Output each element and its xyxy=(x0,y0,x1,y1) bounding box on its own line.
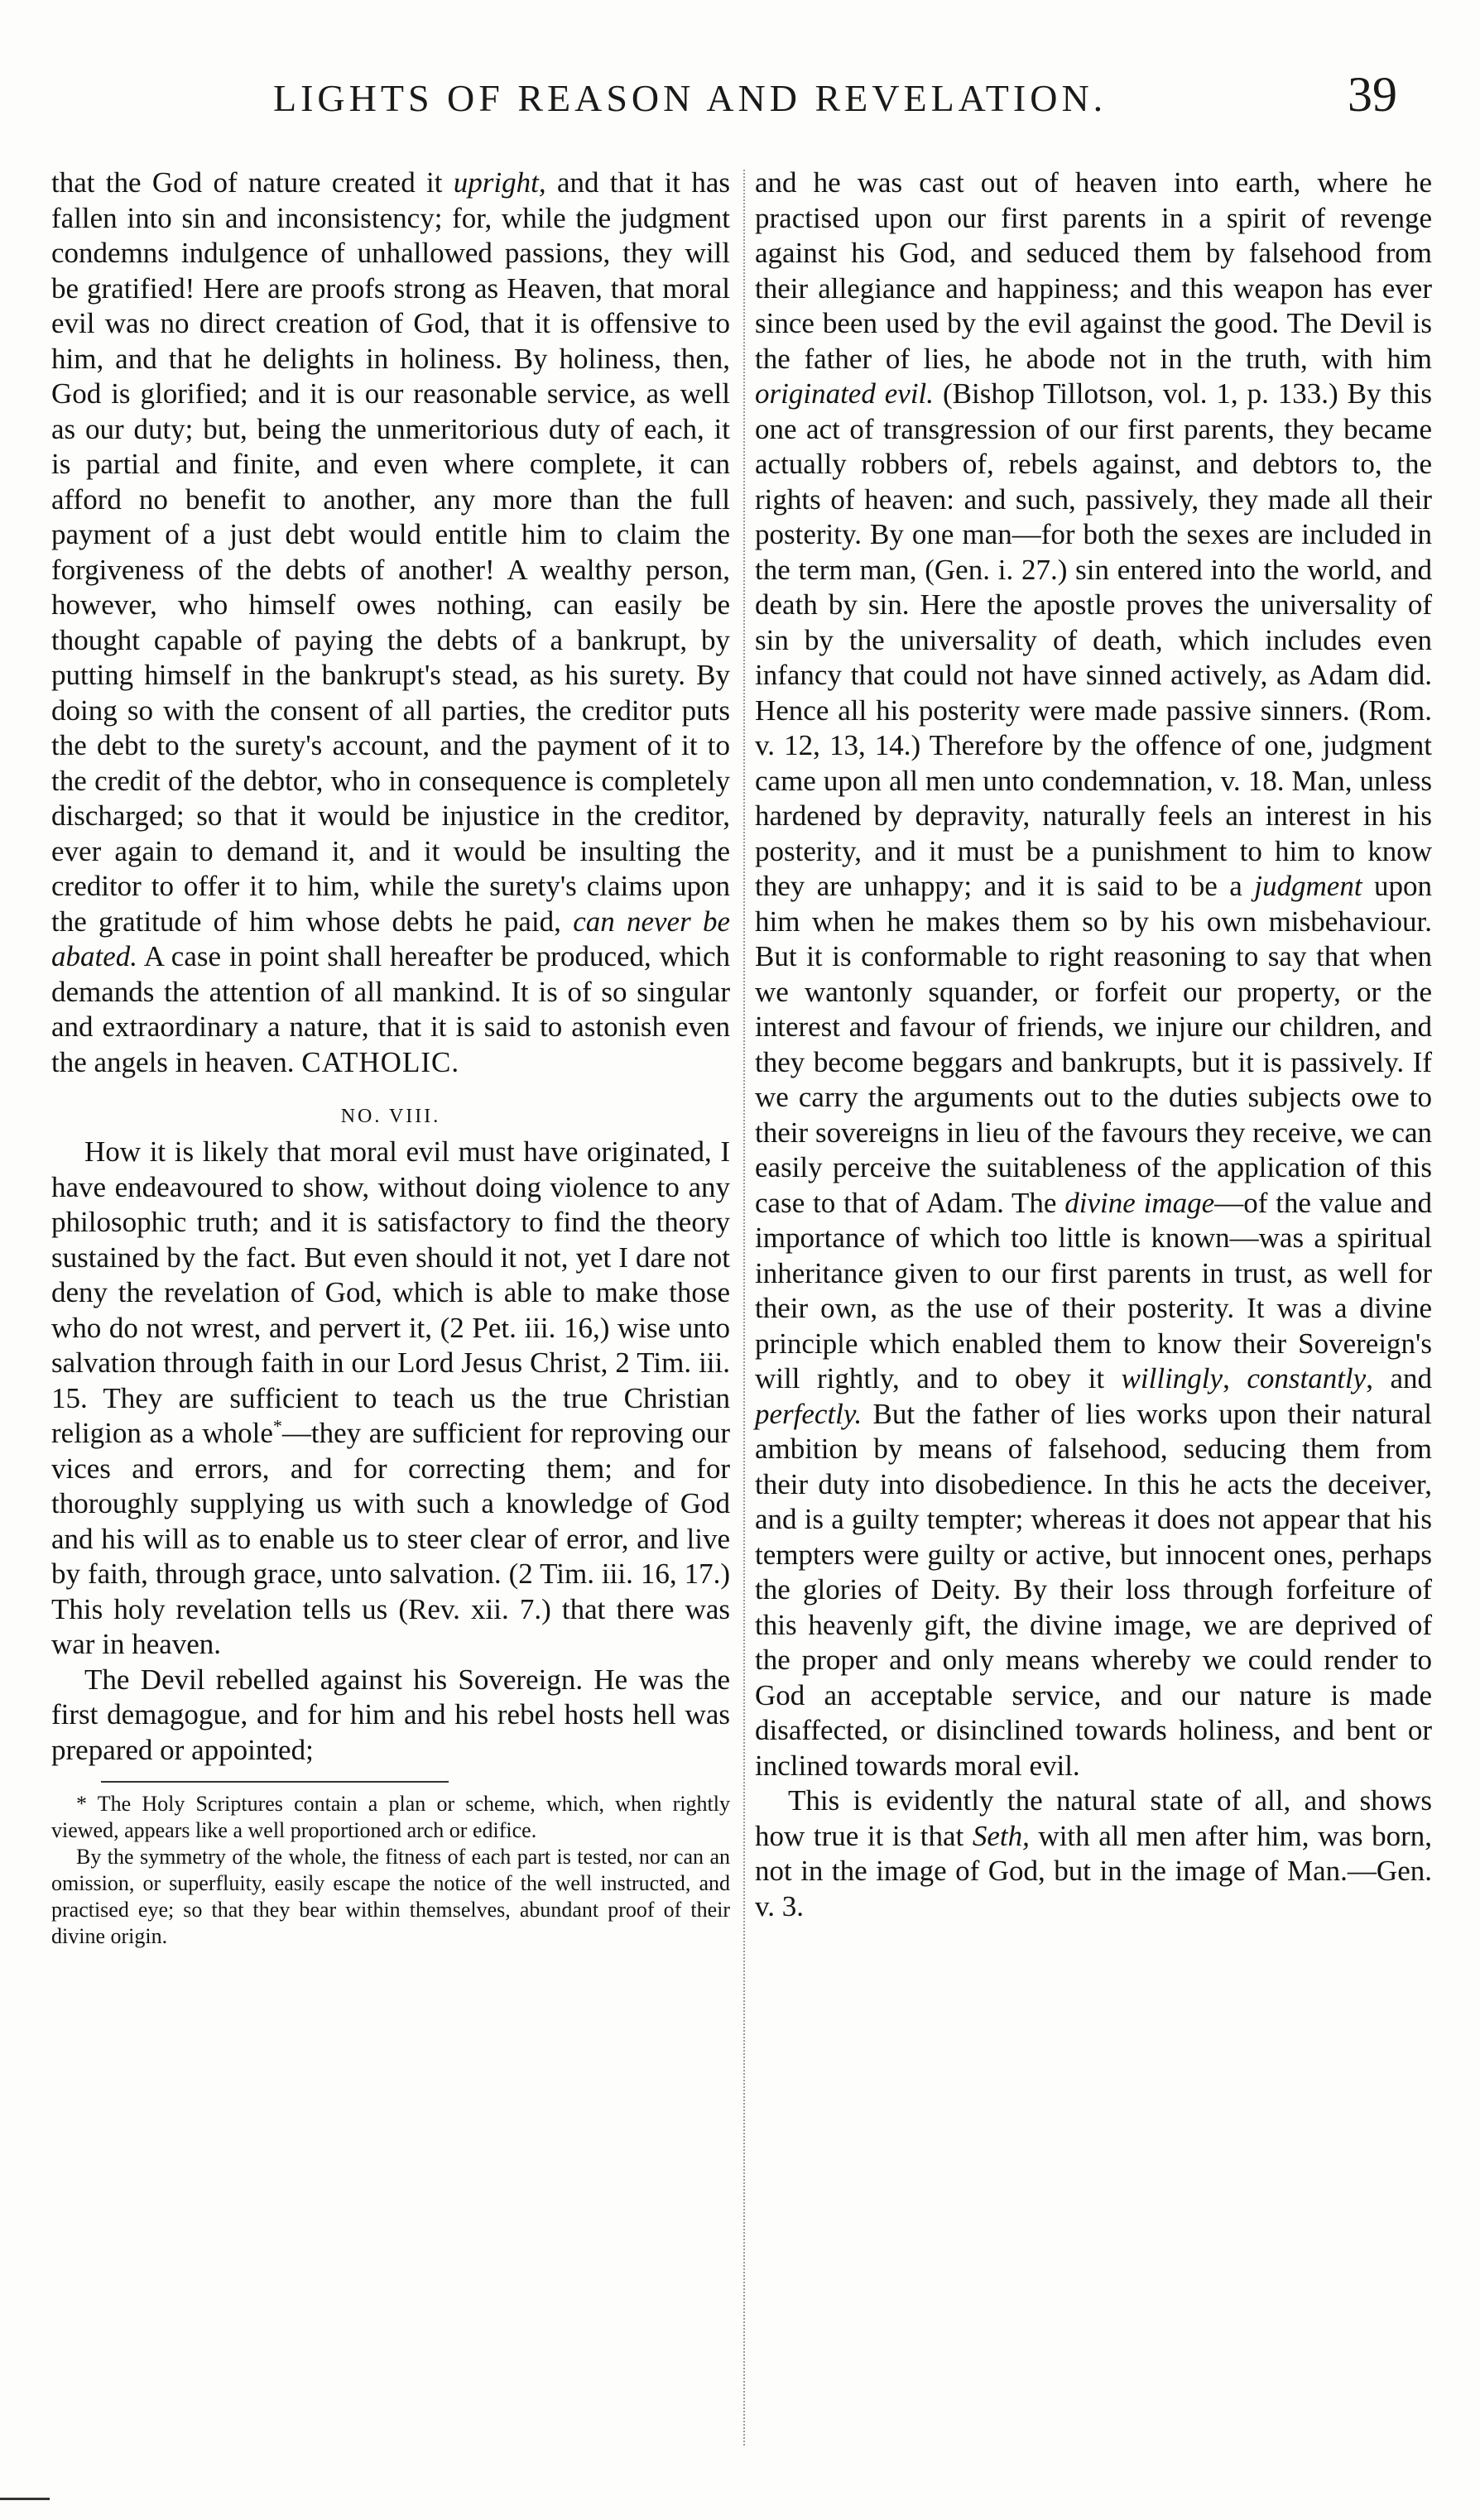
footnote-divider xyxy=(101,1781,449,1783)
text-run: with all men after him, was born, not in the image of God, but in the image of Man.—Gen. v. 3. xyxy=(755,1819,1432,1922)
footnote-2: By the symmetry of the whole, the fitness of each part is tested, nor can an omission, or superfluity, easily escape the notice of the well instructed, and practised eye; so that they bear within themselves, abundant proof of their divine origin. xyxy=(51,1845,730,1948)
text-run: and he was cast out of heaven into earth, where he practised upon our first parents in a spirit of revenge against his God, and seduced them by falsehood from their allegiance and happiness; and this weapon has ever since been used by the evil against the good. The Devil is the father of lies, he abode not in the truth, with him xyxy=(755,166,1432,375)
text-run: that the God of nature created it xyxy=(51,166,454,199)
text-run: , and xyxy=(1366,1362,1432,1394)
section-heading: NO. VIII. xyxy=(340,1106,441,1127)
left-paragraph-3: The Devil rebelled against his Sovereign. He was the first demagogue, and for him and his rebel hosts hell was prepared or appointed; xyxy=(51,1663,730,1766)
left-paragraph-2 xyxy=(51,1135,730,1663)
page-number: 39 xyxy=(1348,67,1397,122)
text-run: But the father of lies works upon their natural ambition by means of falsehood, seducing them from their duty into disobedience. In this he acts the deceiver, and is a guilty tempter; whereas it does not appear that his tempters were guilty or active, but innocent ones, perhaps the glories of Deity. By their loss through forfeiture of this heavenly gift, the divine image, we are deprived of the proper and only means whereby we could render to God an acceptable service, and our nature is made disaffected, or disinclined towards holiness, and bent or inclined towards moral evil. xyxy=(755,1397,1432,1782)
italic-text: Seth, xyxy=(972,1819,1030,1852)
running-title: LIGHTS OF REASON AND REVELATION. xyxy=(273,77,1108,119)
text-run: A case in point shall hereafter be produced, which demands the attention of all mankind. It is of so singular and extraordinary a nature, that it is said to astonish even the angels in heaven. xyxy=(51,940,730,1078)
italic-text: willingly xyxy=(1121,1362,1223,1394)
text-run: This is evidently the natural state of all, and shows how true it is that xyxy=(755,1784,1432,1852)
text-run: —they are sufficient for reproving our vices and errors, and for correcting them; and for thoroughly supplying us with such a knowledge of God and his will as to enable us to steer clear of error, and live by faith, through grace, unto salvation. (2 Tim. iii. 16, 17.) This holy revelation tells us (Rev. xii. 7.) that there was war in heaven. xyxy=(51,1417,730,1660)
italic-text: constantly xyxy=(1247,1362,1367,1394)
italic-text: originated evil. xyxy=(755,377,935,410)
footnotes xyxy=(51,1791,730,1950)
italic-text: upright, xyxy=(453,166,546,199)
text-run: How it is likely that moral evil must have originated, I have endeavoured to show, without doing violence to any philosophic truth; and it is satisfactory to find the theory sustained by the fact. But even should it not, yet I dare not deny the revelation of God, which is able to make those who do not wrest, and pervert it, (2 Pet. iii. 16,) wise unto salvation through faith in our Lord Jesus Christ, 2 Tim. iii. 15. They are sufficient to teach us the true Christian religion as a whole xyxy=(51,1135,730,1449)
text-run: and that it has fallen into sin and inconsistency; for, while the judgment condemns indulgence of unhallowed passions, they will be gratified! Here are proofs strong as Heaven, that moral evil was no direct creation of God, that it is offensive to him, and that he delights in holiness. By holiness, then, God is glorified; and it is our reasonable service, as well as our duty; but, being the unmeritorious duty of each, it is partial and finite, and even where complete, it can afford no benefit to another, any more than the full payment of a just debt would entitle him to claim the forgiveness of the debts of another! A wealthy person, however, who himself owes nothing, can easily be thought capable of paying the debts of a bankrupt, by putting himself in the bankrupt's stead, as his surety. By doing so with the consent of all parties, the creditor puts the debt to the surety's account, and the payment of it to the credit of the debtor, who in consequence is completely discharged; so that it would be injustice in the creditor, ever again to demand it, and it would be insulting the creditor to offer it to him, while the surety's claims upon the gratitude of him whose debts he paid, xyxy=(51,166,731,938)
right-column xyxy=(755,166,1432,1924)
italic-text: judgment xyxy=(1254,870,1362,902)
italic-text: perfectly. xyxy=(755,1397,863,1430)
page-header xyxy=(0,0,1480,145)
text-run: upon him when he makes them so by his own misbehaviour. But it is conformable to right reasoning to say that when we wantonly squander, or forfeit our property, or the interest and favour of friends, we injure our children, and they become beggars and bankrupts, but it is passively. If we carry the arguments out to the duties subjects owe to their sovereigns in lieu of the favours they receive, we can easily perceive the suitableness of the application of this case to that of Adam. The xyxy=(755,870,1432,1219)
bottom-edge-mark xyxy=(0,2498,50,2500)
italic-text: can never be abated. xyxy=(51,905,730,972)
text-run: —of the value and importance of which too little is known—was a spiritual inheritance given to our first parents in trust, as well for their own, as the use of their posterity. It was a divine principle which enabled them to know their Sovereign's will rightly, and to obey it xyxy=(755,1186,1432,1394)
left-paragraph-1 xyxy=(51,166,730,1080)
right-paragraph-1 xyxy=(755,166,1432,1783)
footnote-marker: * xyxy=(272,1415,282,1437)
signature: CATHOLIC. xyxy=(301,1045,460,1078)
text-run: , xyxy=(1223,1362,1247,1394)
italic-text: divine image xyxy=(1064,1186,1215,1219)
left-column xyxy=(51,166,730,1950)
right-paragraph-2 xyxy=(755,1783,1432,1924)
column-divider xyxy=(743,170,745,2446)
text-run: (Bishop Tillotson, vol. 1, p. 133.) By this one act of transgression of our first parents, they became actually robbers of, rebels against, and debtors to, the rights of heaven: and such, passively, they made all their posterity. By one man—for both the sexes are included in the term man, (Gen. i. 27.) sin entered into the world, and death by sin. Here the apostle proves the universality of sin by the universality of death, which includes even infancy that could not have sinned actively, as Adam did. Hence all his posterity were made passive sinners. (Rom. v. 12, 13, 14.) Therefore by the offence of one, judgment came upon all men unto condemnation, v. 18. Man, unless hardened by depravity, naturally feels an interest in his posterity, and it must be a punishment to him to know they are unhappy; and it is said to be a xyxy=(755,377,1432,902)
footnote-1: * The Holy Scriptures contain a plan or scheme, which, when rightly viewed, appears like a well proportioned arch or edifice. xyxy=(51,1792,730,1842)
